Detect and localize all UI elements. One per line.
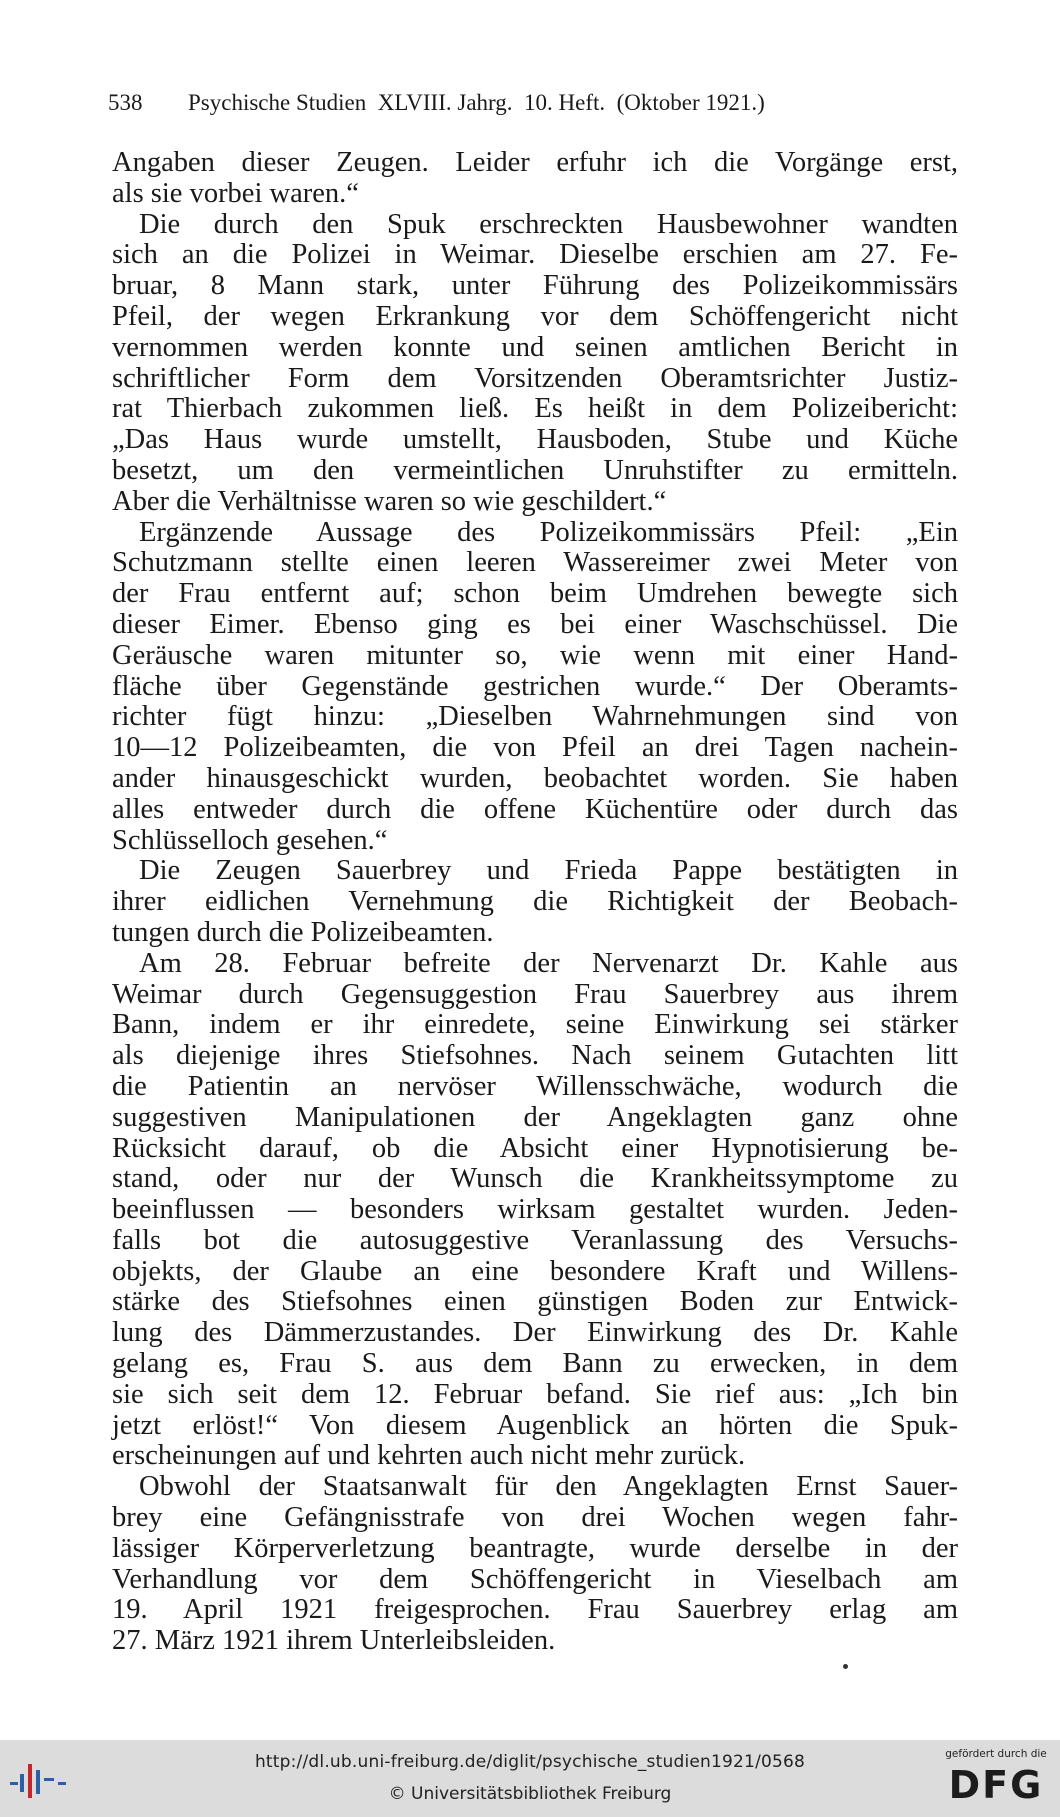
text-line: 10—12 Polizeibeamten, die von Pfeil an drei Tagen nachein- — [112, 732, 958, 764]
dfg-wordmark: DFG — [948, 1763, 1044, 1807]
text-line: ihrer eidlichen Vernehmung die Richtigkeit der Beobach- — [112, 886, 958, 918]
text-line: Die Zeugen Sauerbrey und Frieda Pappe bestätigten in — [139, 855, 958, 887]
text-line: objekts, der Glaube an eine besondere Kraft und Willens- — [112, 1255, 958, 1287]
copyright-notice: © Universitätsbibliothek Freiburg — [388, 1784, 672, 1804]
running-head — [108, 90, 908, 116]
running-title: Psychische Studien XLVIII. Jahrg. 10. Heft. (Oktober 1921.) — [188, 90, 765, 115]
text-line: Die durch den Spuk erschreckten Hausbewohner wandten — [139, 208, 958, 240]
text-line: als sie vorbei waren.“ — [112, 177, 359, 209]
text-line: rat Thierbach zukommen ließ. Es heißt in dem Polizeibericht: — [112, 393, 958, 425]
text-line: Ergänzende Aussage des Polizeikommissärs Pfeil: „Ein — [139, 516, 958, 548]
text-line: fläche über Gegenstände gestrichen wurde.“ Der Oberamts- — [112, 670, 958, 702]
text-line: schriftlicher Form dem Vorsitzenden Oberamtsrichter Justiz- — [112, 362, 958, 394]
text-line: brey eine Gefängnisstrafe von drei Wochen wegen fahr- — [112, 1502, 958, 1534]
text-line: tungen durch die Polizeibeamten. — [112, 916, 494, 948]
text-line: besetzt, um den vermeintlichen Unruhstifter zu ermitteln. — [112, 454, 958, 486]
text-line: sich an die Polizei in Weimar. Dieselbe erschien am 27. Fe- — [112, 239, 958, 271]
text-line: stärke des Stiefsohnes einen günstigen Boden zur Entwick- — [112, 1286, 958, 1318]
text-line: Bann, indem er ihr einredete, seine Einwirkung sei stärker — [112, 1009, 958, 1041]
text-line: sie sich seit dem 12. Februar befand. Sie rief aus: „Ich bin — [112, 1378, 958, 1410]
text-line: alles entweder durch die offene Küchentüre oder durch das — [112, 793, 958, 825]
footer-bar — [0, 1740, 1060, 1817]
text-line: Pfeil, der wegen Erkrankung vor dem Schöffengericht nicht — [112, 300, 958, 332]
text-line: 27. März 1921 ihrem Unterleibsleiden. — [112, 1625, 556, 1657]
text-line: Schlüsselloch gesehen.“ — [112, 824, 388, 856]
text-line: Schutzmann stellte einen leeren Wassereimer zwei Meter von — [112, 547, 958, 579]
text-line: Rücksicht darauf, ob die Absicht einer Hypnotisierung be- — [112, 1132, 958, 1164]
text-line: bruar, 8 Mann stark, unter Führung des Polizeikommissärs — [112, 270, 958, 302]
text-line: stand, oder nur der Wunsch die Krankheitssymptome zu — [112, 1163, 958, 1195]
text-line: suggestiven Manipulationen der Angeklagten ganz ohne — [112, 1101, 958, 1133]
page-number: 538 — [108, 90, 143, 115]
text-line: Aber die Verhältnisse waren so wie geschildert.“ — [112, 485, 667, 517]
text-line: Angaben dieser Zeugen. Leider erfuhr ich die Vorgänge erst, — [112, 147, 958, 178]
text-line: als diejenige ihres Stiefsohnes. Nach seinem Gutachten litt — [112, 1040, 958, 1072]
text-line: beeinflussen — besonders wirksam gestaltet wurden. Jeden- — [112, 1194, 958, 1226]
text-line: ander hinausgeschickt wurden, beobachtet worden. Sie haben — [112, 762, 958, 794]
speck-dot — [843, 1664, 848, 1669]
text-line: der Frau entfernt auf; schon beim Umdrehen bewegte sich — [112, 578, 958, 610]
text-line: Verhandlung vor dem Schöffengericht in Vieselbach am — [112, 1563, 958, 1595]
source-url[interactable]: http://dl.ub.uni-freiburg.de/diglit/psychische_studien1921/0568 — [254, 1752, 806, 1772]
text-line: erscheinungen auf und kehrten auch nicht mehr zurück. — [112, 1440, 746, 1472]
text-line: jetzt erlöst!“ Von diesem Augenblick an hörten die Spuk- — [112, 1409, 958, 1441]
text-line: lung des Dämmerzustandes. Der Einwirkung des Dr. Kahle — [112, 1317, 958, 1349]
text-line: richter fügt hinzu: „Dieselben Wahrnehmungen sind von — [112, 701, 958, 733]
body-text — [112, 148, 958, 1657]
text-line: dieser Eimer. Ebenso ging es bei einer Waschschüssel. Die — [112, 608, 958, 640]
text-line: falls bot die autosuggestive Veranlassung des Versuchs- — [112, 1224, 958, 1256]
text-line: Am 28. Februar befreite der Nervenarzt Dr. Kahle aus — [139, 947, 958, 979]
text-line: „Das Haus wurde umstellt, Hausboden, Stube und Küche — [112, 424, 958, 456]
text-line: Geräusche waren mitunter so, wie wenn mit einer Hand- — [112, 639, 958, 671]
text-line: lässiger Körperverletzung beantragte, wurde derselbe in der — [112, 1532, 958, 1564]
text-line: 19. April 1921 freigesprochen. Frau Sauerbrey erlag am — [112, 1594, 958, 1626]
dfg-logo — [942, 1748, 1050, 1812]
text-line: Obwohl der Staatsanwalt für den Angeklagten Ernst Sauer- — [139, 1471, 958, 1503]
text-line: Weimar durch Gegensuggestion Frau Sauerbrey aus ihrem — [112, 978, 958, 1010]
text-line: vernommen werden konnte und seinen amtlichen Bericht in — [112, 331, 958, 363]
text-line: gelang es, Frau S. aus dem Bann zu erwecken, in dem — [112, 1348, 958, 1380]
dfg-caption: gefördert durch die — [945, 1748, 1047, 1760]
text-line: die Patientin an nervöser Willensschwäche, wodurch die — [112, 1070, 958, 1102]
